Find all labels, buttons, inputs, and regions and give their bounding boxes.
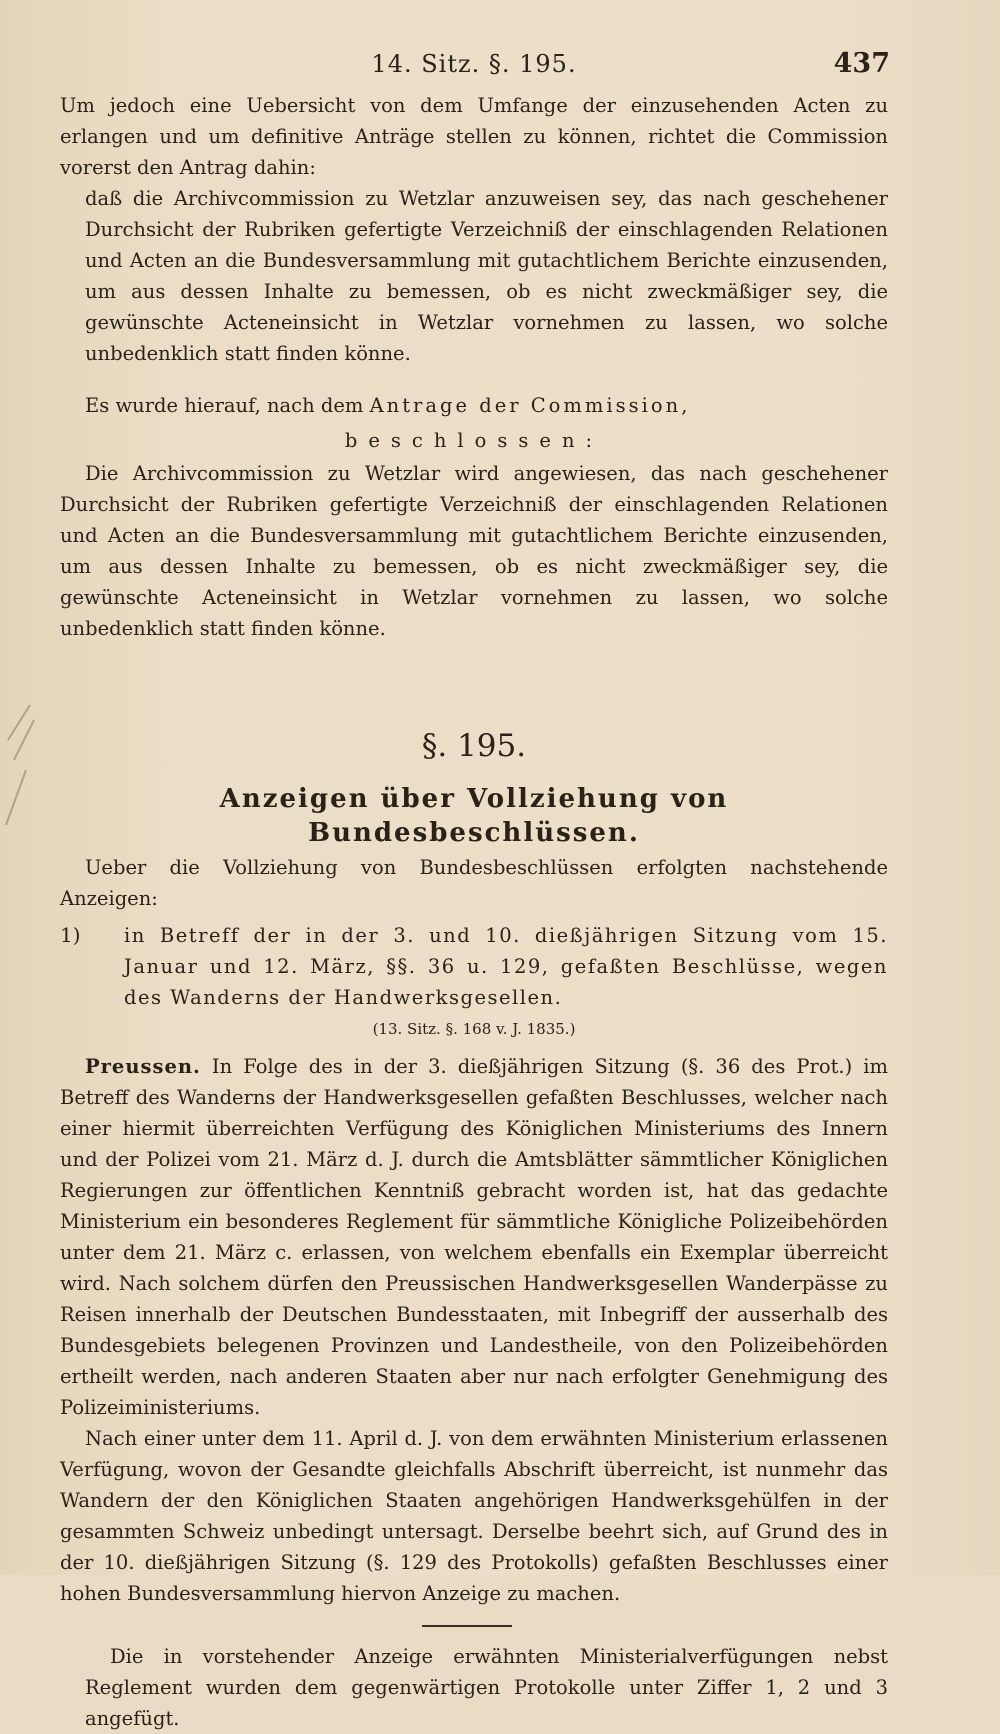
decision-text: Die Archivcommission zu Wetzlar wird angewiesen, das nach geschehener Durchsicht der Rubriken gefertigte Verzeichniß der einschlagenden Relationen und Acten an die Bundesversammlung mit gutachtlichem Berichte einzusenden, um aus dessen Inhalte zu bemessen, ob es nicht zweckmäßiger sey, die gewünschte Acteneinsicht in Wetzlar vornehmen zu lassen, wo solche unbedenklich statt finden könne.: [60, 462, 888, 640]
section-intro: Ueber die Vollziehung von Bundesbeschlüssen erfolgten nachstehende Anzeigen:: [60, 856, 888, 910]
commission-motion-body: daß die Archivcommission zu Wetzlar anzuweisen sey, das nach geschehener Durchsicht der Rubriken gefertigte Verzeichniß der einschlagenden Relationen und Acten an die Bundesversammlung mit gutachtlichem Berichte einzusenden, um aus dessen Inhalte zu bemessen, ob es nicht zweckmäßiger sey, die gewünschte Acteneinsicht in Wetzlar vornehmen zu lassen, wo solche unbedenklich statt finden könne.: [85, 187, 888, 365]
resolution-word: beschlossen:: [344, 429, 604, 452]
footnote-divider: [422, 1625, 512, 1627]
decision-intro-prefix: Es wurde hierauf, nach dem: [85, 394, 364, 417]
prussia-heading: Preussen.: [85, 1055, 201, 1078]
commission-motion-intro: Um jedoch eine Uebersicht von dem Umfange der einzusehenden Acten zu erlangen und um definitive Anträge stellen zu können, richtet die Commission vorerst den Antrag dahin:: [60, 94, 888, 179]
running-title: 14. Sitz. §. 195.: [371, 50, 577, 78]
prussia-report-text-2: Nach einer unter dem 11. April d. J. von dem erwähnten Ministerium erlassenen Verfügung, wovon der Gesandte gleichfalls Abschrift überreicht, ist nunmehr das Wandern der den Königlichen Staaten angehörigen Handwerksgehülfen in der gesammten Schweiz unbedingt untersagt. Derselbe beehrt sich, auf Grund des in der 10. dießjährigen Sitzung (§. 129 des Protokolls) gefaßten Beschlusses einer hohen Bundesversammlung hiervon Anzeige zu machen.: [60, 1427, 888, 1605]
decision-intro: [60, 390, 888, 421]
list-item-text: in Betreff der in der 3. und 10. dießjährigen Sitzung vom 15. Januar und 12. März, §§. 36 u. 129, gefaßten Beschlüsse, wegen des Wanderns der Handwerksgesellen.: [124, 924, 888, 1009]
prussia-report: [60, 1051, 888, 1423]
page-number: 437: [833, 48, 890, 79]
margin-pencil-marks: [0, 700, 40, 830]
list-item: [60, 920, 888, 1013]
decision-intro-spaced: Antrage der Commission,: [369, 394, 691, 417]
section-title: Anzeigen über Vollziehung von Bundesbeschlüssen.: [219, 784, 729, 848]
list-item-marker: 1): [60, 923, 81, 947]
section-number: §. 195.: [421, 728, 527, 764]
running-head: [60, 44, 888, 90]
citation: (13. Sitz. §. 168 v. J. 1835.): [372, 1020, 576, 1038]
footnote-text: Die in vorstehender Anzeige erwähnten Ministerialverfügungen nebst Reglement wurden dem gegenwärtigen Protokolle unter Ziffer 1, 2 und 3 angefügt.: [85, 1645, 888, 1730]
prussia-report-text: In Folge des in der 3. dießjährigen Sitzung (§. 36 des Prot.) im Betreff des Wanderns der Handwerksgesellen gefaßten Beschlusses, welcher nach einer hiermit überreichten Verfügung des Königlichen Ministeriums des Innern und der Polizei vom 21. März d. J. durch die Amtsblätter sämmtlicher Königlichen Regierungen zur öffentlichen Kenntniß gebracht worden ist, hat das gedachte Ministerium ein besonderes Reglement für sämmtliche Königliche Polizeibehörden unter dem 21. März c. erlassen, von welchem ebenfalls ein Exemplar überreicht wird. Nach solchem dürfen den Preussischen Handwerksgesellen Wanderpässe zu Reisen innerhalb der Deutschen Bundesstaaten, mit Inbegriff der ausserhalb des Bundesgebiets belegenen Provinzen und Landestheile, von den Polizeibehörden ertheilt werden, nach anderen Staaten aber nur nach erfolgter Genehmigung des Polizeiministeriums.: [60, 1055, 888, 1419]
